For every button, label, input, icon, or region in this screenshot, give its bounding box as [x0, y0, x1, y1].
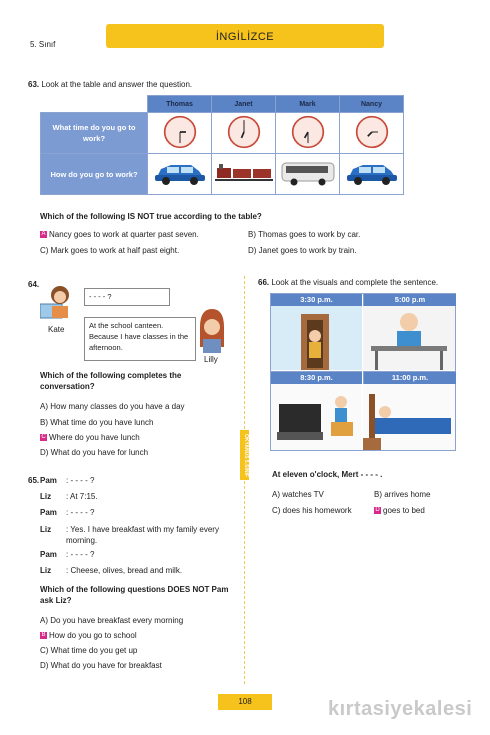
- watermark: kırtasiyekalesi: [328, 698, 473, 720]
- grade-label: 5. Sınıf: [30, 40, 56, 49]
- dialogue-line: Pam : - - - - ?: [40, 476, 95, 485]
- clock-icon: [163, 115, 197, 149]
- dialogue-line: Pam : - - - - ?: [40, 550, 95, 559]
- kate-avatar: [40, 282, 74, 322]
- arriving-home-scene: [271, 306, 362, 370]
- time-label: 11:00 p.m.: [363, 371, 456, 384]
- clock-nancy: [340, 113, 404, 154]
- q63-option-b[interactable]: B) Thomas goes to work by car.: [248, 230, 361, 239]
- row-transport-header: How do you go to work?: [41, 154, 148, 195]
- clock-icon: [291, 115, 325, 149]
- clock-mark: [276, 113, 340, 154]
- time-label: 5:00 p.m: [363, 294, 456, 306]
- col-janet: Janet: [212, 96, 276, 113]
- car-icon: [153, 159, 207, 187]
- transport-thomas: [148, 154, 212, 195]
- q64-option-a[interactable]: A) How many classes do you have a day: [40, 402, 185, 411]
- q63-option-a[interactable]: A Nancy goes to work at quarter past seven.: [41, 230, 199, 239]
- q64-option-d[interactable]: D) What do you have for lunch: [40, 448, 149, 457]
- lilly-avatar: [194, 307, 230, 357]
- q64-option-c[interactable]: C Where do you have lunch: [41, 433, 140, 442]
- q65-option-b[interactable]: B How do you go to school: [41, 631, 137, 640]
- row-time-header: What time do you go to work?: [41, 113, 148, 154]
- q65-option-c[interactable]: C) What time do you get up: [40, 646, 138, 655]
- lilly-speech-bubble: At the school canteen. Because I have classes in the afternoon.: [84, 317, 196, 361]
- q66-number: 66.: [258, 278, 270, 287]
- dialogue-line: Liz : At 7:15.: [40, 492, 98, 501]
- dialogue-line: Liz : Cheese, olives, bread and milk.: [40, 566, 183, 575]
- kate-label: Kate: [48, 325, 65, 334]
- clock-icon: [355, 115, 389, 149]
- q65-option-d[interactable]: D) What do you have for breakfast: [40, 661, 162, 670]
- answer-mark: D: [375, 507, 380, 514]
- train-icon: [215, 162, 273, 184]
- bus-icon: [280, 159, 336, 187]
- answer-mark: C: [41, 434, 46, 441]
- transport-janet: [212, 154, 276, 195]
- q63-option-c[interactable]: C) Mark goes to work at half past eight.: [40, 246, 180, 255]
- answer-mark: B: [41, 632, 46, 639]
- time-label: 3:30 p.m.: [271, 294, 362, 306]
- time-label: 8:30 p.m.: [271, 371, 362, 384]
- page-number: 108: [218, 694, 272, 710]
- q66-option-a[interactable]: A) watches TV: [272, 490, 324, 499]
- column-divider: [244, 276, 245, 684]
- q66-visuals-grid: [270, 293, 456, 451]
- q64-stem: Which of the following completes the conversation?: [40, 371, 182, 391]
- q63-prompt: [28, 80, 192, 89]
- dialogue-line: Liz : Yes. I have breakfast with my family every morning.: [40, 525, 219, 545]
- q63-prompt-text: Look at the table and answer the question.: [41, 80, 193, 89]
- q66-stem: At eleven o'clock, Mert - - - - .: [272, 470, 383, 479]
- side-tab: OKYANUS 5.SINIF: [240, 430, 249, 480]
- q63-stem: Which of the following IS NOT true according to the table?: [40, 212, 262, 221]
- q65-stem: Which of the following questions DOES NOT Pam ask Liz?: [40, 585, 229, 605]
- q66-prompt: [258, 278, 438, 287]
- q63-option-d[interactable]: D) Janet goes to work by train.: [248, 246, 357, 255]
- col-thomas: Thomas: [148, 96, 212, 113]
- transport-nancy: [340, 154, 404, 195]
- kate-speech-bubble: - - - - ?: [84, 288, 170, 306]
- q66-option-b[interactable]: B) arrives home: [374, 490, 431, 499]
- q65-number: 65.: [28, 476, 40, 485]
- dialogue-line: Pam : - - - - ?: [40, 508, 95, 517]
- q66-prompt-text: Look at the visuals and complete the sentence.: [271, 278, 439, 287]
- q66-option-c[interactable]: C) does his homework: [272, 506, 352, 515]
- clock-janet: [212, 113, 276, 154]
- answer-mark: A: [41, 231, 46, 238]
- clock-icon: [227, 115, 261, 149]
- q65-option-a[interactable]: A) Do you have breakfast every morning: [40, 616, 184, 625]
- subject-banner: İNGİLİZCE: [106, 24, 384, 48]
- lilly-label: Lilly: [204, 355, 218, 364]
- car-icon: [345, 159, 399, 187]
- homework-scene: [363, 306, 455, 370]
- q65-dialogue: [40, 476, 240, 582]
- watching-tv-scene: [271, 384, 362, 450]
- q64-number: 64.: [28, 280, 40, 289]
- transport-mark: [276, 154, 340, 195]
- clock-thomas: [148, 113, 212, 154]
- q63-number: 63.: [28, 80, 40, 89]
- q64-option-b[interactable]: B) What time do you have lunch: [40, 418, 154, 427]
- q66-option-d[interactable]: D goes to bed: [375, 506, 425, 515]
- sleeping-scene: [363, 384, 455, 450]
- col-nancy: Nancy: [340, 96, 404, 113]
- col-mark: Mark: [276, 96, 340, 113]
- schedule-table: [40, 95, 404, 195]
